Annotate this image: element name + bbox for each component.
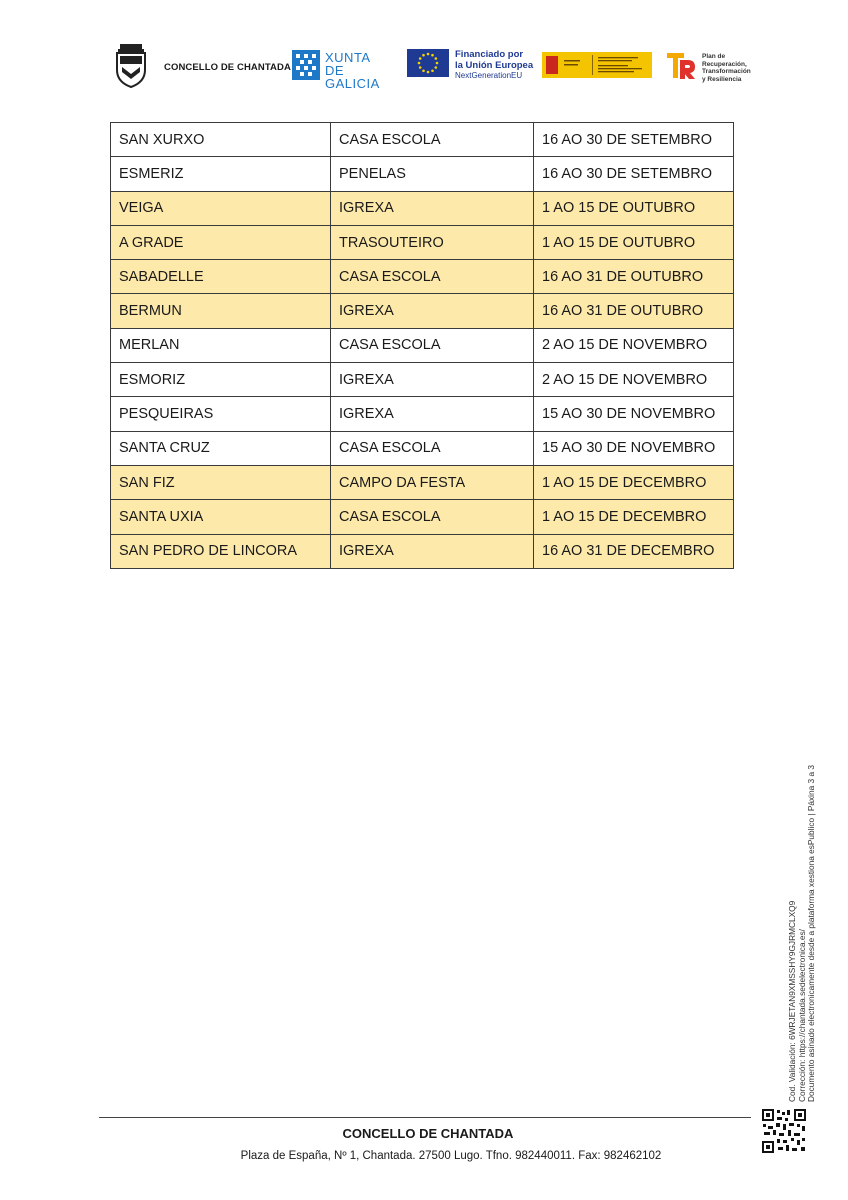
dates-cell: 16 AO 31 DE OUTUBRO bbox=[534, 294, 734, 328]
dates-cell: 16 AO 30 DE SETEMBRO bbox=[534, 157, 734, 191]
table-row bbox=[111, 363, 734, 397]
place-cell: MERLAN bbox=[111, 328, 331, 362]
location-cell: CASA ESCOLA bbox=[331, 123, 534, 157]
footer-address: Plaza de España, Nº 1, Chantada. 27500 Lugo. Tfno. 982440011. Fax: 982462102 bbox=[240, 1150, 662, 1162]
location-cell: TRASOUTEIRO bbox=[331, 225, 534, 259]
prtr-line1: Plan de bbox=[702, 53, 726, 60]
table-row bbox=[111, 123, 734, 157]
recovery-plan-text bbox=[702, 53, 751, 83]
signature-note: Documento asinado electronicamente desde a plataforma xestiona esPublico | Páxina 3 a 3 bbox=[806, 764, 816, 1102]
location-cell: CASA ESCOLA bbox=[331, 260, 534, 294]
place-cell: SAN XURXO bbox=[111, 123, 331, 157]
table-row bbox=[111, 157, 734, 191]
location-cell: CASA ESCOLA bbox=[331, 328, 534, 362]
location-cell: CAMPO DA FESTA bbox=[331, 465, 534, 499]
dates-cell: 16 AO 30 DE SETEMBRO bbox=[534, 123, 734, 157]
location-cell: CASA ESCOLA bbox=[331, 500, 534, 534]
table-row bbox=[111, 191, 734, 225]
xunta-flag-icon bbox=[292, 50, 320, 80]
footer-divider bbox=[99, 1117, 751, 1118]
dates-cell: 16 AO 31 DE OUTUBRO bbox=[534, 260, 734, 294]
location-cell: CASA ESCOLA bbox=[331, 431, 534, 465]
recovery-plan-logo bbox=[664, 48, 752, 82]
dates-cell: 15 AO 30 DE NOVEMBRO bbox=[534, 431, 734, 465]
table-row bbox=[111, 534, 734, 568]
dates-cell: 1 AO 15 DE DECEMBRO bbox=[534, 500, 734, 534]
header-logos bbox=[110, 42, 751, 91]
table-row bbox=[111, 397, 734, 431]
place-cell: SAN FIZ bbox=[111, 465, 331, 499]
xunta-logo bbox=[292, 48, 394, 91]
eu-funding-logo bbox=[407, 49, 535, 81]
table-row bbox=[111, 294, 734, 328]
validation-url: Corrección: https://chantada.sedelectronica.es/ bbox=[796, 929, 807, 1102]
dates-cell: 15 AO 30 DE NOVEMBRO bbox=[534, 397, 734, 431]
place-cell: PESQUEIRAS bbox=[111, 397, 331, 431]
xunta-line1: XUNTA bbox=[325, 50, 371, 65]
header-concello-label: CONCELLO DE CHANTADA bbox=[164, 62, 291, 73]
place-cell: SAN PEDRO DE LINCORA bbox=[111, 534, 331, 568]
location-cell: IGREXA bbox=[331, 534, 534, 568]
dates-cell: 16 AO 31 DE DECEMBRO bbox=[534, 534, 734, 568]
xunta-text bbox=[325, 51, 394, 90]
place-cell: SANTA CRUZ bbox=[111, 431, 331, 465]
table-row bbox=[111, 225, 734, 259]
place-cell: BERMUN bbox=[111, 294, 331, 328]
place-cell: A GRADE bbox=[111, 225, 331, 259]
validation-side-text bbox=[788, 765, 817, 1102]
coat-of-arms-icon bbox=[112, 44, 150, 88]
place-cell: ESMORIZ bbox=[111, 363, 331, 397]
prtr-line4: y Resiliencia bbox=[702, 75, 742, 83]
ministry-text-lines-icon bbox=[542, 52, 652, 78]
schedule-table bbox=[110, 122, 734, 569]
table-row bbox=[111, 500, 734, 534]
table-row bbox=[111, 431, 734, 465]
location-cell: PENELAS bbox=[331, 157, 534, 191]
place-cell: SANTA UXIA bbox=[111, 500, 331, 534]
footer-title: CONCELLO DE CHANTADA bbox=[342, 1126, 514, 1141]
prtr-line2: Recuperación, bbox=[702, 60, 747, 68]
validation-code: Cod. Validación: 6WRJETAN9XMSSHY9GJRMCLXQ9 bbox=[787, 900, 797, 1102]
place-cell: ESMERIZ bbox=[111, 157, 331, 191]
location-cell: IGREXA bbox=[331, 397, 534, 431]
eu-flag-icon bbox=[407, 49, 449, 77]
eu-text-main bbox=[455, 49, 533, 71]
recovery-plan-tr-icon bbox=[664, 48, 698, 82]
prtr-line3: Transformación bbox=[702, 68, 751, 75]
xunta-line2: DE GALICIA bbox=[325, 63, 380, 91]
dates-cell: 1 AO 15 DE DECEMBRO bbox=[534, 465, 734, 499]
place-cell: SABADELLE bbox=[111, 260, 331, 294]
location-cell: IGREXA bbox=[331, 294, 534, 328]
dates-cell: 2 AO 15 DE NOVEMBRO bbox=[534, 363, 734, 397]
table-row bbox=[111, 465, 734, 499]
spain-government-logo bbox=[542, 52, 652, 78]
table-row bbox=[111, 328, 734, 362]
location-cell: IGREXA bbox=[331, 363, 534, 397]
eu-line3: NextGenerationEU bbox=[455, 71, 523, 80]
dates-cell: 1 AO 15 DE OUTUBRO bbox=[534, 225, 734, 259]
dates-cell: 2 AO 15 DE NOVEMBRO bbox=[534, 328, 734, 362]
dates-cell: 1 AO 15 DE OUTUBRO bbox=[534, 191, 734, 225]
location-cell: IGREXA bbox=[331, 191, 534, 225]
place-cell: VEIGA bbox=[111, 191, 331, 225]
table-row bbox=[111, 260, 734, 294]
eu-line1: Financiado por bbox=[455, 49, 524, 60]
eu-line2: la Unión Europea bbox=[455, 60, 534, 71]
